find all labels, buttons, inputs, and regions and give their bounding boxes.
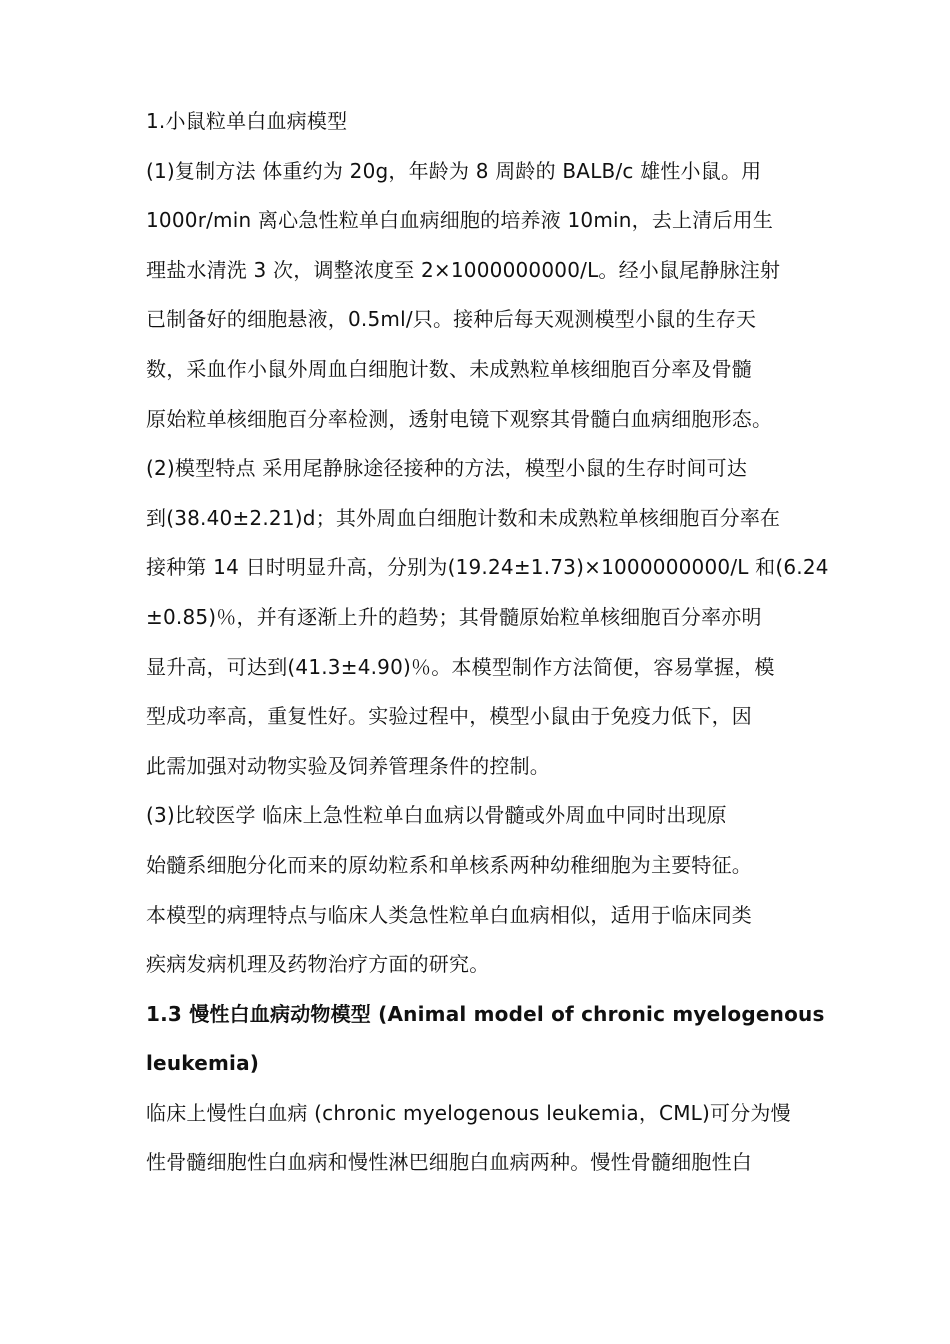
text-line: 始髓系细胞分化而来的原幼粒系和单核系两种幼稚细胞为主要特征。 [146, 852, 752, 877]
text-line: (3)比较医学 临床上急性粒单白血病以骨髓或外周血中同时出现原 [146, 803, 727, 828]
text-line: 此需加强对动物实验及饲养管理条件的控制。 [146, 753, 550, 778]
text-line: 接种第 14 日时明显升高，分别为(19.24±1.73)×1000000000/L 和(6.24 [146, 555, 829, 580]
text-line: ±0.85)％，并有逐渐上升的趋势；其骨髓原始粒单核细胞百分率亦明 [146, 604, 762, 629]
text-line: 性骨髓细胞性白血病和慢性淋巴细胞白血病两种。慢性骨髓细胞性白 [146, 1150, 752, 1175]
text-line: 1000r/min 离心急性粒单白血病细胞的培养液 10min，去上清后用生 [146, 208, 774, 233]
text-line: 理盐水清洗 3 次，调整浓度至 2×1000000000/L。经小鼠尾静脉注射 [146, 257, 781, 282]
text-line: 已制备好的细胞悬液，0.5ml/只。接种后每天观测模型小鼠的生存天 [146, 307, 757, 332]
text-line: (2)模型特点 采用尾静脉途径接种的方法，模型小鼠的生存时间可达 [146, 456, 748, 481]
text-line: (1)复制方法 体重约为 20g，年龄为 8 周龄的 BALB/c 雄性小鼠。用 [146, 158, 762, 183]
section-heading-line: leukemia) [146, 1051, 260, 1076]
text-line: 数，采血作小鼠外周血白细胞计数、未成熟粒单核细胞百分率及骨髓 [146, 356, 752, 381]
text-line: 1.小鼠粒单白血病模型 [146, 109, 348, 133]
text-line: 显升高，可达到(41.3±4.90)％。本模型制作方法简便，容易掌握，模 [146, 654, 775, 679]
document-body [146, 97, 829, 1188]
text-line: 临床上慢性白血病 (chronic myelogenous leukemia，CML)可分为慢 [146, 1100, 791, 1125]
text-line: 本模型的病理特点与临床人类急性粒单白血病相似，适用于临床同类 [146, 902, 752, 927]
text-line: 原始粒单核细胞百分率检测，透射电镜下观察其骨髓白血病细胞形态。 [146, 406, 773, 431]
text-line: 疾病发病机理及药物治疗方面的研究。 [146, 952, 490, 977]
text-line: 到(38.40±2.21)d；其外周血白细胞计数和未成熟粒单核细胞百分率在 [146, 505, 781, 530]
text-line: 型成功率高，重复性好。实验过程中，模型小鼠由于免疫力低下，因 [146, 704, 752, 729]
section-heading-line: 1.3 慢性白血病动物模型 (Animal model of chronic myelogenous [146, 1001, 825, 1026]
